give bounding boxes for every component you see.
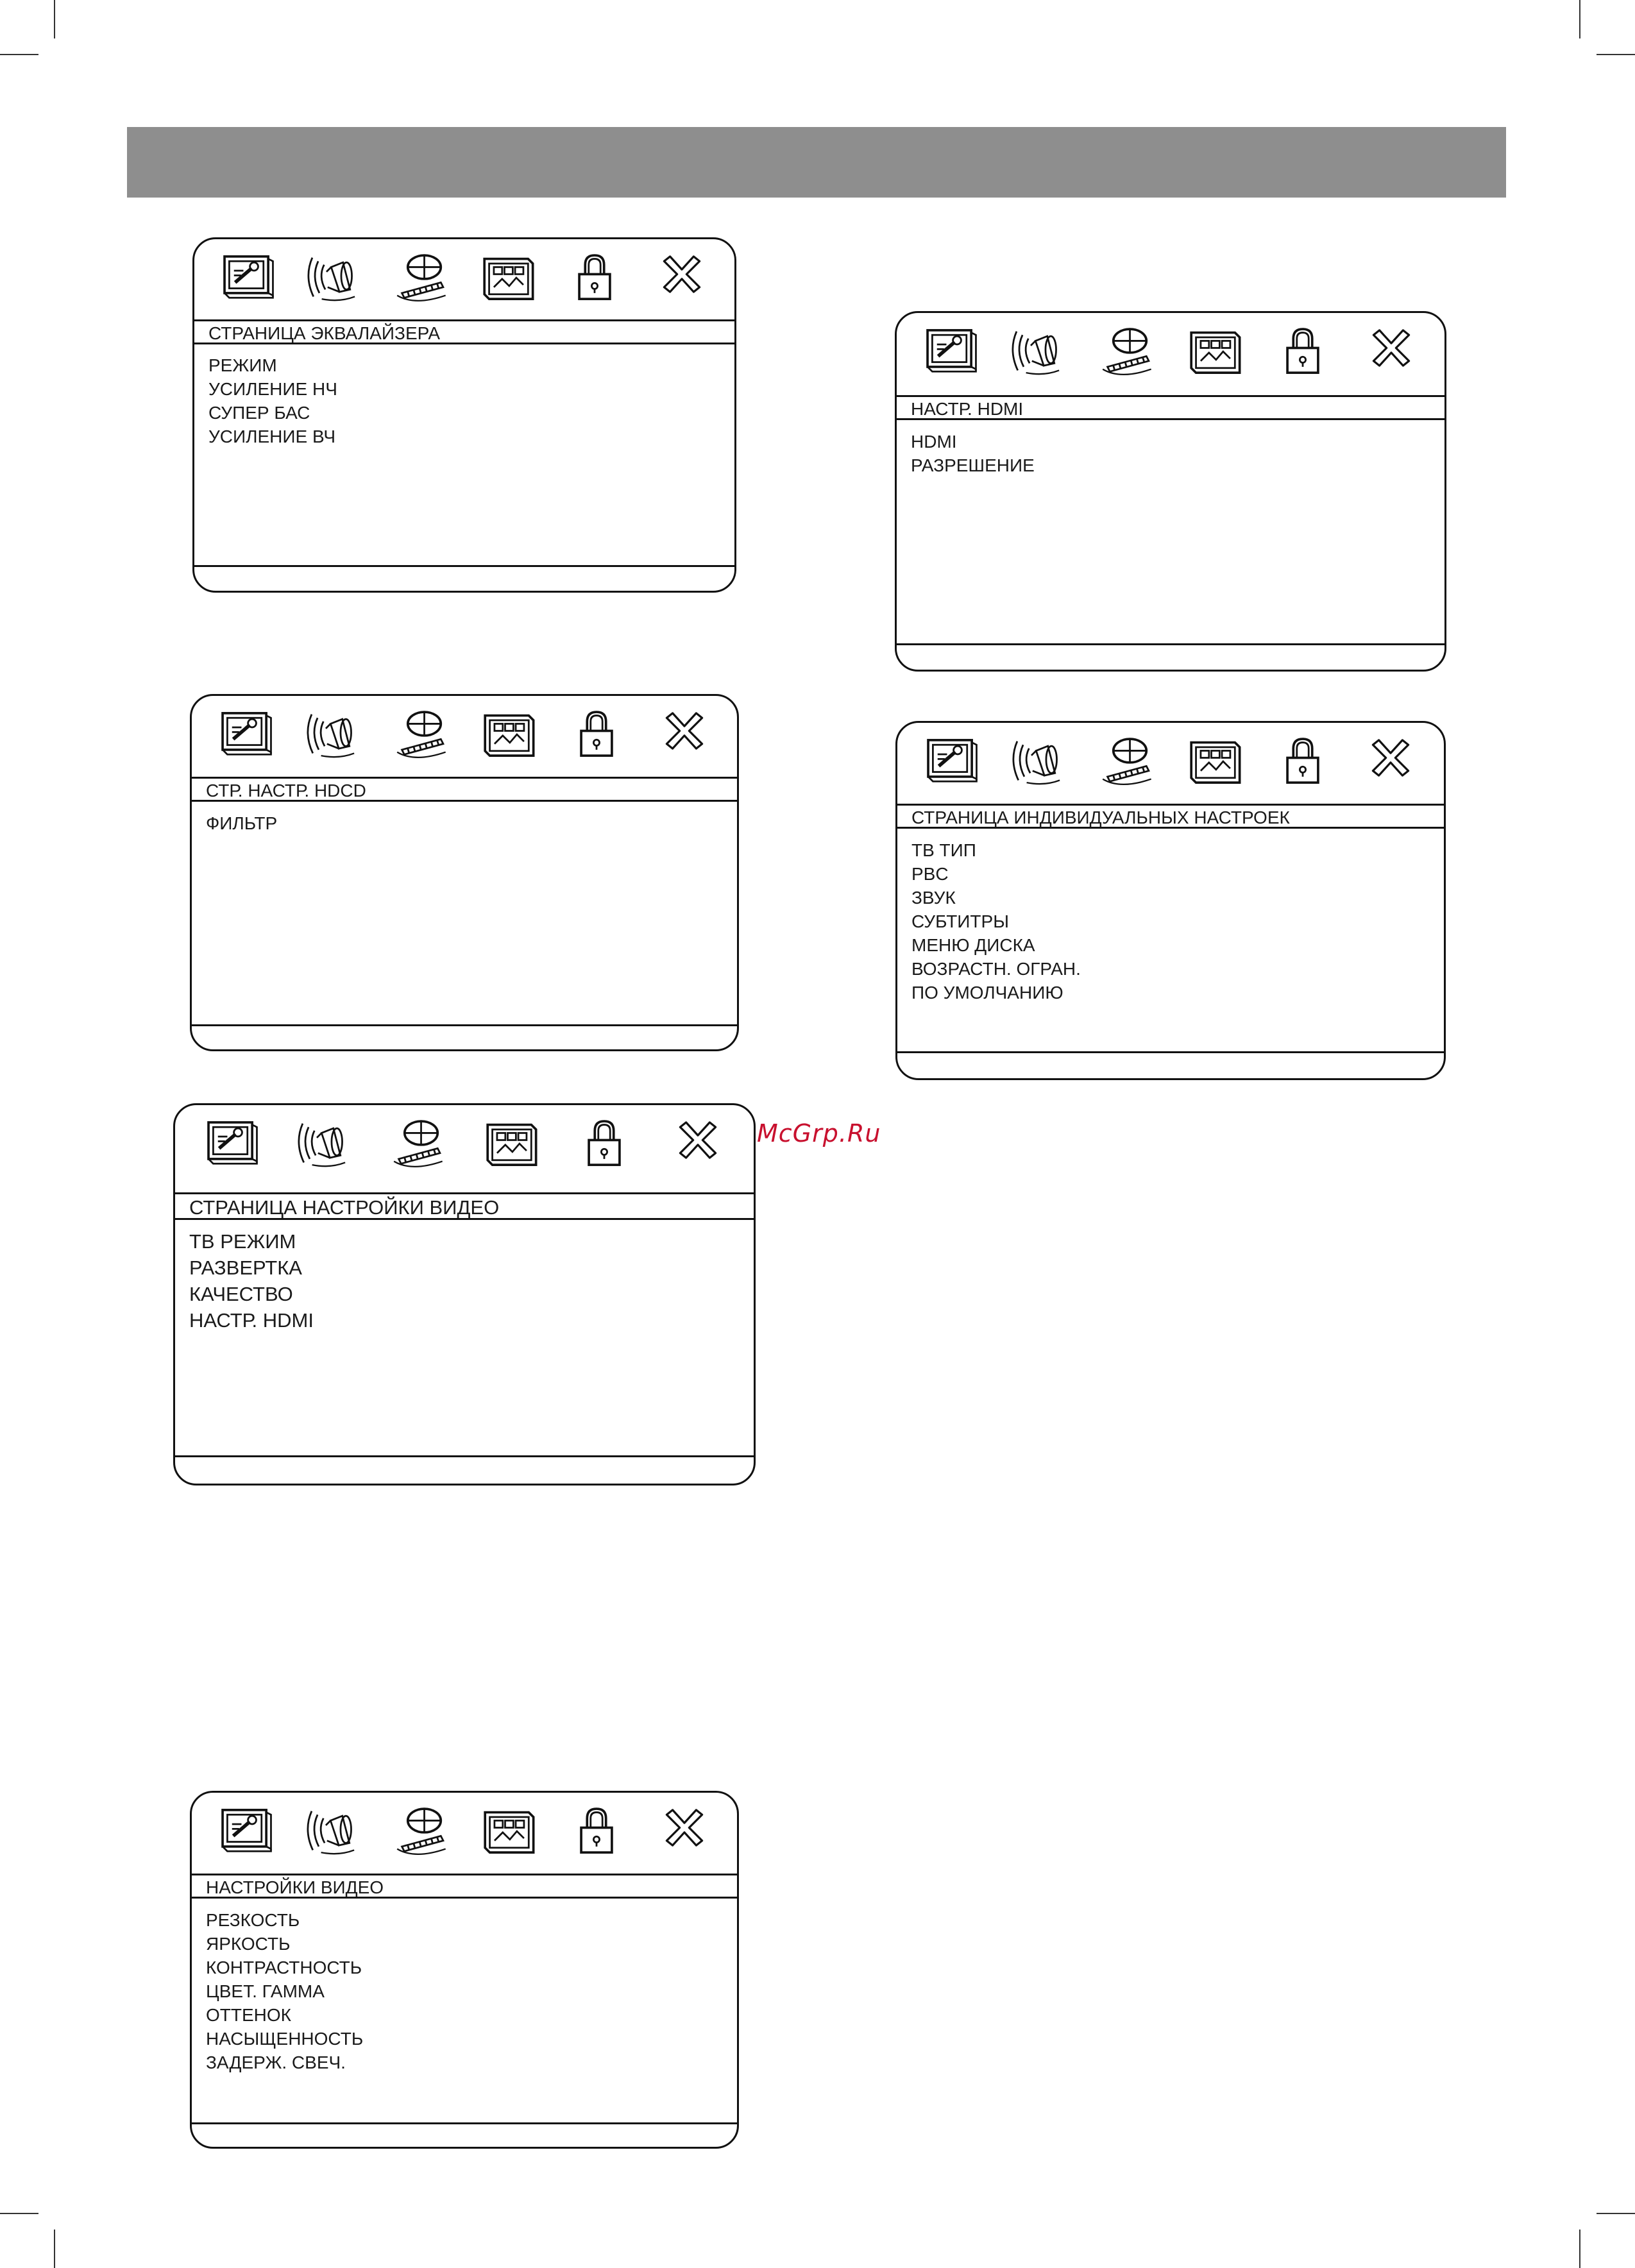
page-title: НАСТР. HDMI xyxy=(897,395,1444,420)
crop-mark xyxy=(1579,2230,1580,2268)
menu-item[interactable]: НАСЫЩЕННОСТЬ xyxy=(206,2029,364,2049)
footer-divider xyxy=(192,1024,737,1026)
footer-divider xyxy=(194,565,734,567)
audio-speaker-icon[interactable] xyxy=(294,1114,353,1173)
close-icon[interactable] xyxy=(655,1802,714,1861)
lock-icon[interactable] xyxy=(1273,732,1332,791)
system-setup-icon[interactable] xyxy=(216,705,275,764)
audio-speaker-icon[interactable] xyxy=(1009,732,1068,791)
menu-item[interactable]: УСИЛЕНИЕ ВЧ xyxy=(208,427,336,446)
watermark-text: McGrp.Ru xyxy=(757,1119,881,1147)
equalizer-page-panel xyxy=(192,237,736,593)
page-title: СТРАНИЦА ИНДИВИДУАЛЬНЫХ НАСТРОЕК xyxy=(897,804,1444,829)
menu-icon-row xyxy=(192,1799,737,1863)
crop-mark xyxy=(54,2230,55,2268)
lock-icon[interactable] xyxy=(567,705,626,764)
menu-icon-row xyxy=(897,729,1444,793)
menu-item[interactable]: HDMI xyxy=(911,432,957,452)
video-picture-icon[interactable] xyxy=(479,1802,538,1861)
audio-speaker-icon[interactable] xyxy=(303,705,362,764)
footer-divider xyxy=(897,643,1444,645)
page-title: НАСТРОЙКИ ВИДЕО xyxy=(192,1874,737,1899)
menu-icon-row xyxy=(175,1112,754,1176)
menu-item[interactable]: PBC xyxy=(911,864,949,884)
menu-item[interactable]: ОТТЕНОК xyxy=(206,2005,291,2025)
hdcd-setup-panel xyxy=(190,694,739,1051)
crop-mark xyxy=(0,2213,38,2214)
crop-mark xyxy=(54,0,55,38)
menu-item[interactable]: РАЗРЕШЕНИЕ xyxy=(911,455,1035,475)
menu-list xyxy=(911,838,1081,1004)
hdmi-setup-panel xyxy=(895,311,1446,672)
menu-item[interactable]: ЗАДЕРЖ. СВЕЧ. xyxy=(206,2052,346,2072)
menu-item[interactable]: ТВ РЕЖИМ xyxy=(189,1230,296,1253)
menu-item[interactable]: ЦВЕТ. ГАММА xyxy=(206,1981,325,2001)
close-icon[interactable] xyxy=(1362,322,1421,381)
video-picture-icon[interactable] xyxy=(1185,322,1244,381)
menu-item[interactable]: КАЧЕСТВО xyxy=(189,1283,293,1305)
dolby-disc-icon[interactable] xyxy=(1097,732,1156,791)
dolby-disc-icon[interactable] xyxy=(391,1802,450,1861)
footer-divider xyxy=(192,2122,737,2124)
audio-speaker-icon[interactable] xyxy=(303,1802,362,1861)
page-title: СТР. НАСТР. HDCD xyxy=(192,777,737,802)
dolby-disc-icon[interactable] xyxy=(388,1114,447,1173)
close-icon[interactable] xyxy=(1361,732,1420,791)
close-icon[interactable] xyxy=(668,1114,727,1173)
lock-icon[interactable] xyxy=(575,1114,634,1173)
menu-item[interactable]: РЕЗКОСТЬ xyxy=(206,1910,300,1930)
menu-item[interactable]: ТВ ТИП xyxy=(911,840,976,860)
system-setup-icon[interactable] xyxy=(920,322,979,381)
menu-item[interactable]: ЯРКОСТЬ xyxy=(206,1934,291,1954)
menu-item[interactable]: МЕНЮ ДИСКА xyxy=(911,935,1035,955)
page-title: СТРАНИЦА НАСТРОЙКИ ВИДЕО xyxy=(175,1192,754,1220)
dolby-disc-icon[interactable] xyxy=(391,705,450,764)
video-picture-icon[interactable] xyxy=(479,705,538,764)
close-icon[interactable] xyxy=(652,248,711,307)
page-header-bar xyxy=(127,127,1506,198)
system-setup-icon[interactable] xyxy=(921,732,980,791)
menu-icon-row xyxy=(194,246,734,310)
menu-list xyxy=(911,430,1035,477)
menu-item[interactable]: РАЗВЕРТКА xyxy=(189,1257,302,1279)
menu-item[interactable]: СУБТИТРЫ xyxy=(911,911,1009,931)
menu-item[interactable]: ФИЛЬТР xyxy=(206,813,278,833)
video-settings-panel xyxy=(190,1791,739,2149)
crop-mark xyxy=(1579,0,1580,38)
menu-list xyxy=(208,353,337,448)
video-picture-icon[interactable] xyxy=(482,1114,541,1173)
menu-item[interactable]: ВОЗРАСТН. ОГРАН. xyxy=(911,959,1081,979)
system-setup-icon[interactable] xyxy=(217,248,276,307)
video-picture-icon[interactable] xyxy=(1185,732,1244,791)
close-icon[interactable] xyxy=(655,705,714,764)
menu-icon-row xyxy=(192,702,737,766)
menu-item[interactable]: ПО УМОЛЧАНИЮ xyxy=(911,983,1063,1003)
video-picture-icon[interactable] xyxy=(479,248,538,307)
page-title: СТРАНИЦА ЭКВАЛАЙЗЕРА xyxy=(194,319,734,344)
footer-divider xyxy=(175,1455,754,1457)
lock-icon[interactable] xyxy=(1273,322,1332,381)
lock-icon[interactable] xyxy=(567,1802,626,1861)
crop-mark xyxy=(0,54,38,55)
dolby-disc-icon[interactable] xyxy=(391,248,450,307)
menu-item[interactable]: РЕЖИМ xyxy=(208,355,277,375)
menu-list xyxy=(206,1908,363,2074)
audio-speaker-icon[interactable] xyxy=(1008,322,1067,381)
footer-divider xyxy=(897,1051,1444,1053)
menu-item[interactable]: ЗВУК xyxy=(911,888,956,908)
crop-mark xyxy=(1597,54,1635,55)
menu-list xyxy=(189,1228,314,1333)
lock-icon[interactable] xyxy=(565,248,624,307)
menu-icon-row xyxy=(897,319,1444,384)
menu-item[interactable]: УСИЛЕНИЕ НЧ xyxy=(208,379,337,399)
system-setup-icon[interactable] xyxy=(201,1114,260,1173)
crop-mark xyxy=(1597,2213,1635,2214)
menu-item[interactable]: СУПЕР БАС xyxy=(208,403,310,423)
video-setup-page-panel xyxy=(173,1103,756,1485)
preferences-page-panel xyxy=(895,721,1446,1080)
system-setup-icon[interactable] xyxy=(216,1802,275,1861)
audio-speaker-icon[interactable] xyxy=(304,248,363,307)
dolby-disc-icon[interactable] xyxy=(1097,322,1156,381)
menu-item[interactable]: КОНТРАСТНОСТЬ xyxy=(206,1958,362,1977)
menu-list xyxy=(206,811,277,835)
menu-item[interactable]: НАСТР. HDMI xyxy=(189,1309,314,1332)
